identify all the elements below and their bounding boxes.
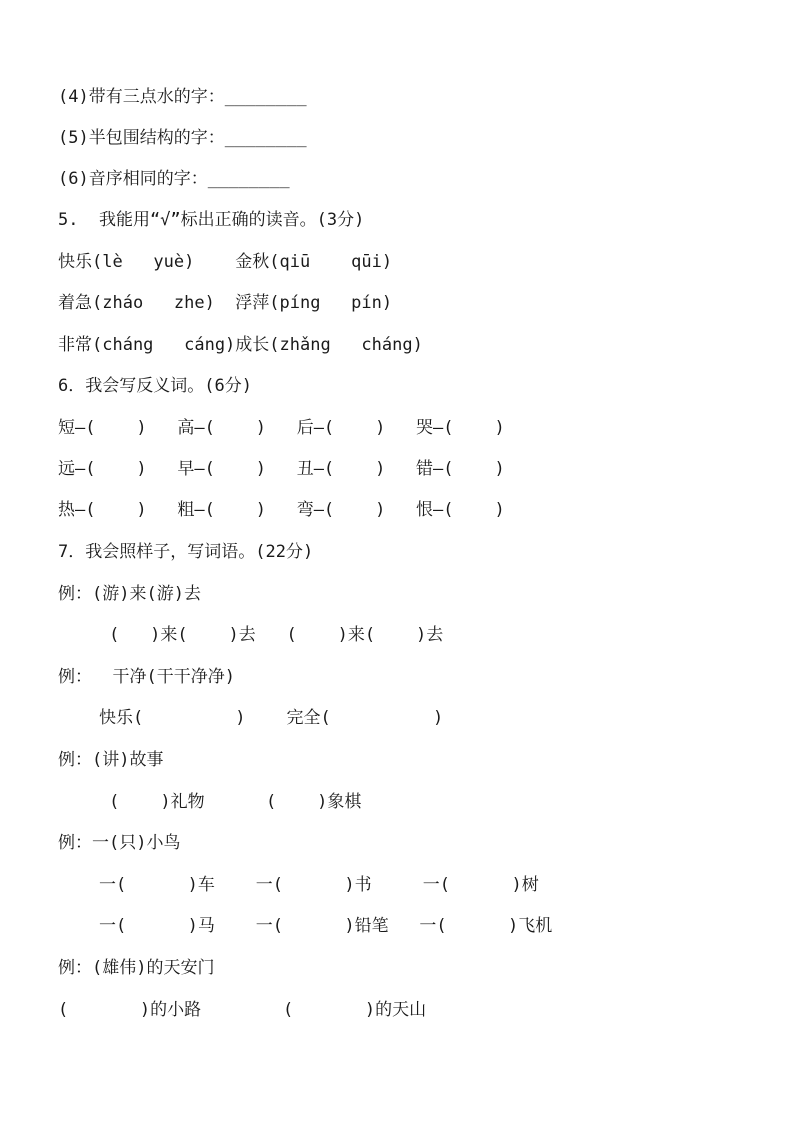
example-1: 例：(游)来(游)去 bbox=[58, 584, 201, 604]
exercise-2: 快乐( ) 完全( ) bbox=[58, 708, 444, 728]
antonym-row-1: 短—( ) 高—( ) 后—( ) 哭—( ) bbox=[58, 418, 505, 438]
pinyin-row-3: 非常(cháng cáng)成长(zhǎng cháng) bbox=[58, 335, 423, 355]
question-6-heading: 6．我会写反义词。(6分) bbox=[58, 376, 252, 396]
example-2: 例： 干净(干干净净) bbox=[58, 667, 235, 687]
exercise-3: ( )礼物 ( )象棋 bbox=[58, 792, 362, 812]
exercise-1: ( )来( )去 ( )来( )去 bbox=[58, 625, 444, 645]
pinyin-row-1: 快乐(lè yuè) 金秋(qiū qūi) bbox=[58, 252, 393, 272]
exercise-4-row-1: 一( )车 一( )书 一( )树 bbox=[58, 875, 539, 895]
example-3: 例：(讲)故事 bbox=[58, 750, 164, 770]
exercise-4-row-2: 一( )马 一( )铅笔 一( )飞机 bbox=[58, 916, 553, 936]
antonym-row-3: 热—( ) 粗—( ) 弯—( ) 恨—( ) bbox=[58, 500, 505, 520]
pinyin-row-2: 着急(zháo zhe) 浮萍(píng pín) bbox=[58, 293, 393, 313]
example-5: 例：(雄伟)的天安门 bbox=[58, 958, 215, 978]
item-6-same-initial: (6)音序相同的字：________ bbox=[58, 169, 290, 189]
antonym-row-2: 远—( ) 早—( ) 丑—( ) 错—( ) bbox=[58, 459, 505, 479]
question-7-heading: 7．我会照样子，写词语。(22分) bbox=[58, 542, 314, 562]
exercise-5: ( )的小路 ( )的天山 bbox=[58, 1000, 427, 1020]
example-4: 例：一(只)小鸟 bbox=[58, 833, 181, 853]
item-4-three-dot-water: (4)带有三点水的字：________ bbox=[58, 87, 307, 107]
item-5-half-enclosure: (5)半包围结构的字：________ bbox=[58, 128, 307, 148]
question-5-heading: 5. 我能用“√”标出正确的读音。(3分) bbox=[58, 210, 365, 230]
